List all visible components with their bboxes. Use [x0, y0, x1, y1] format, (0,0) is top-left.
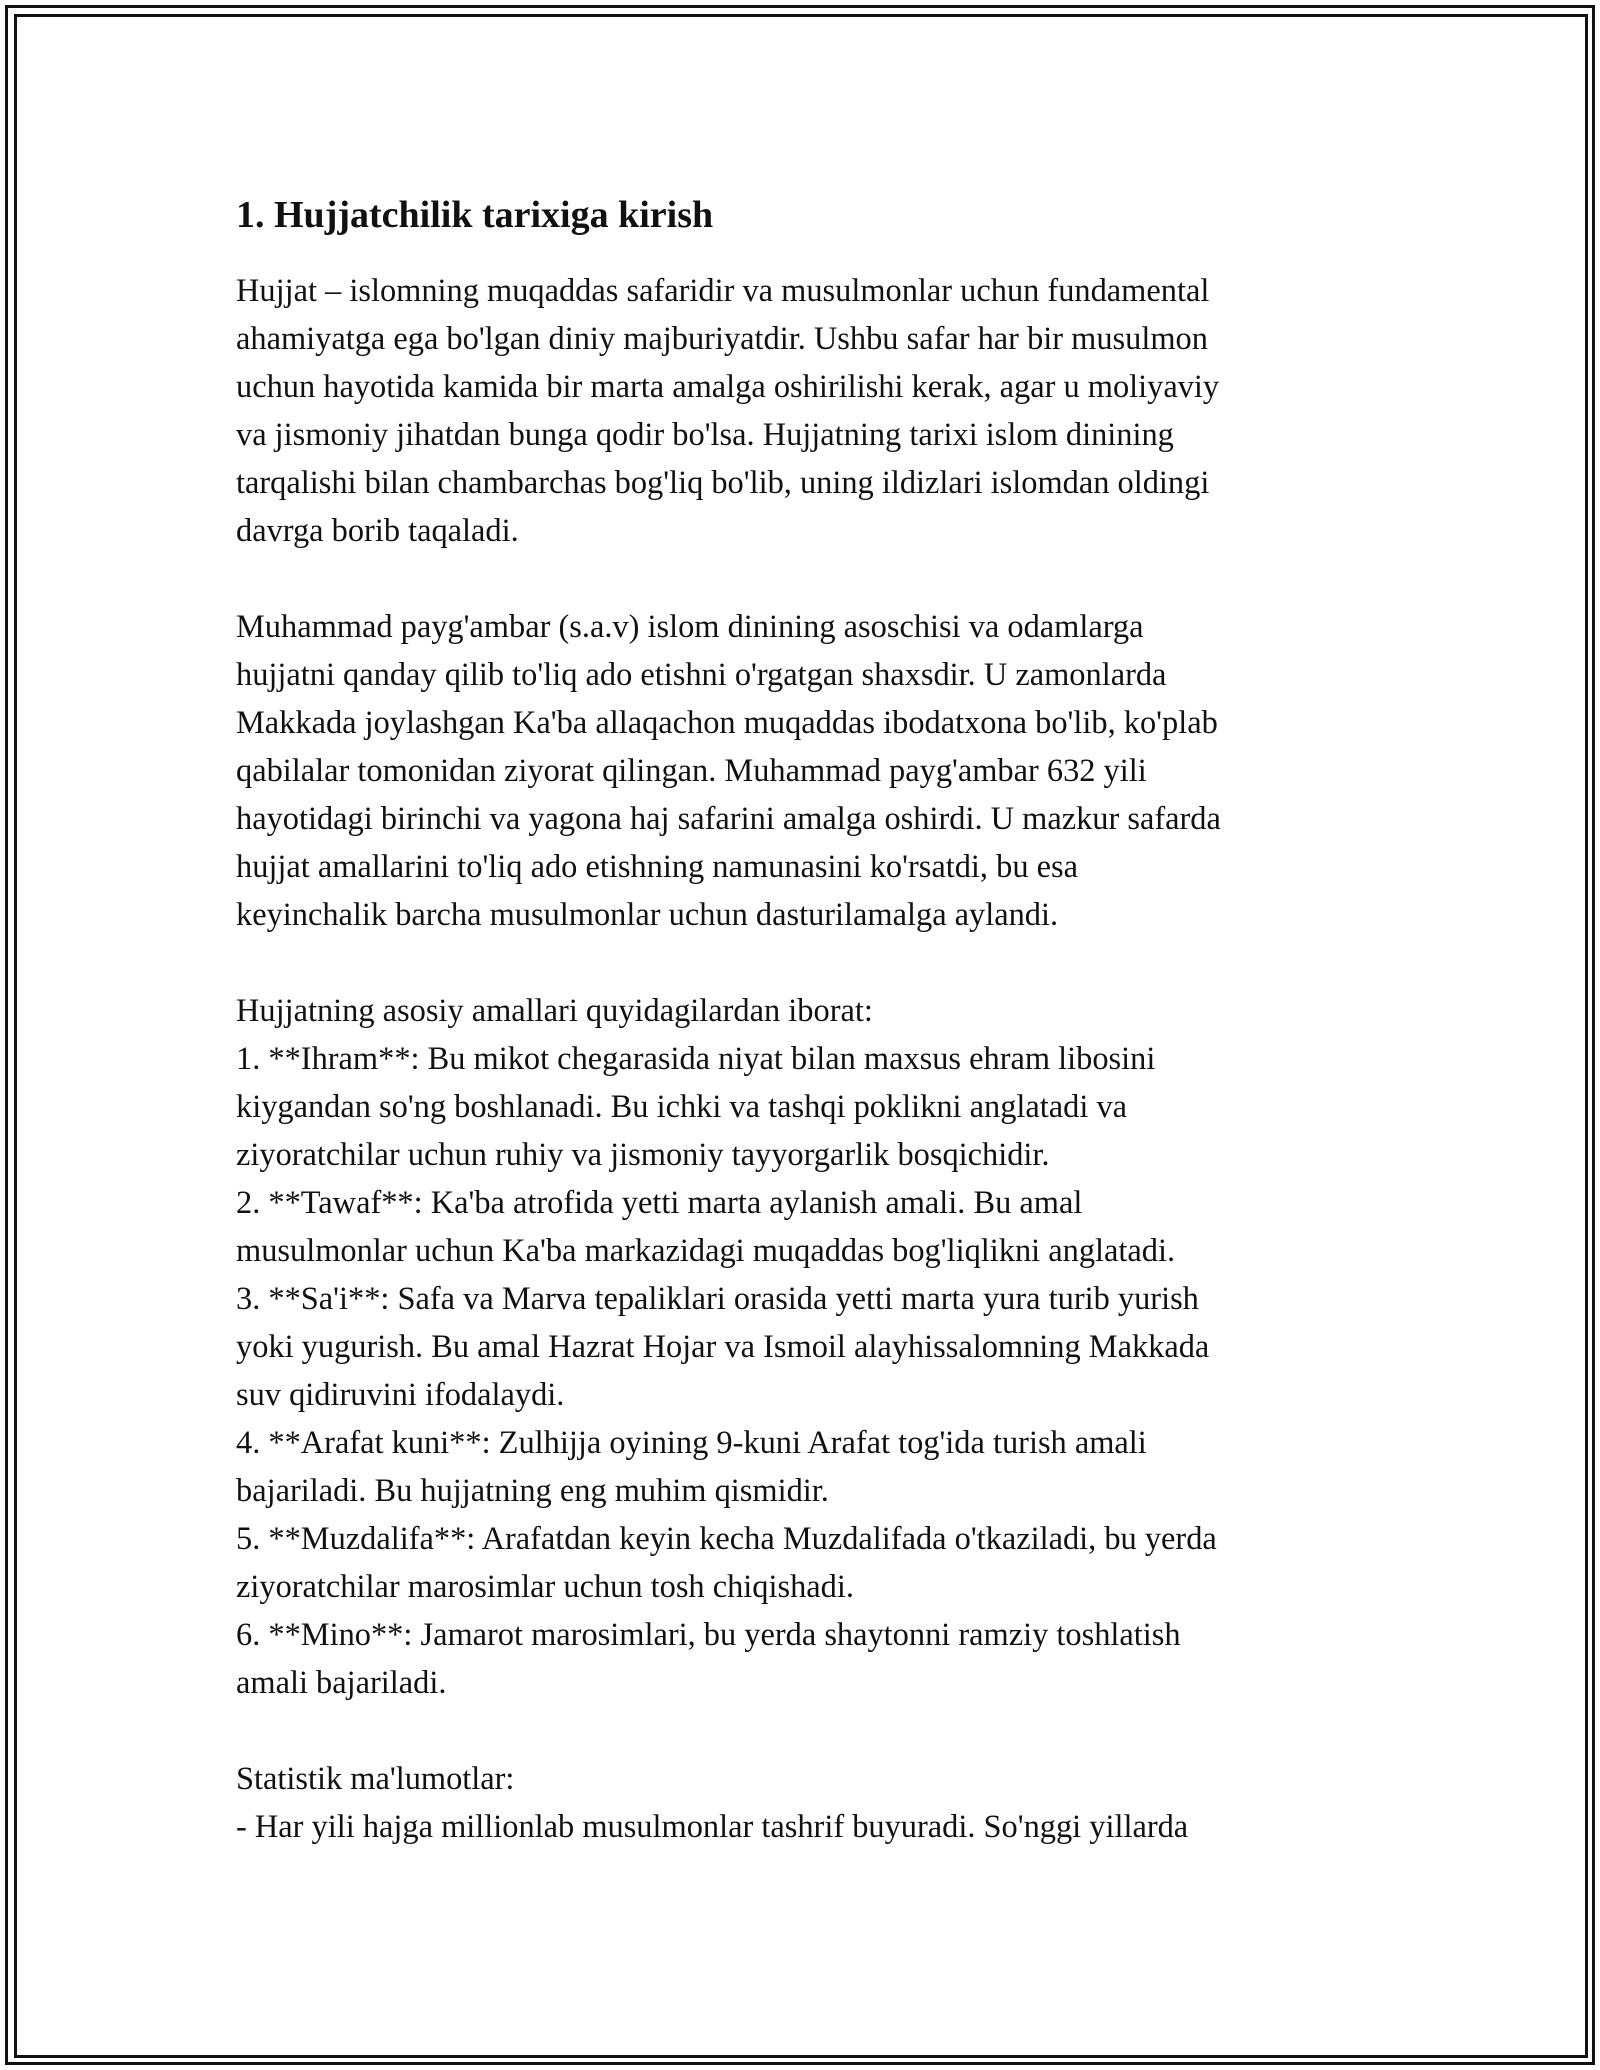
section-heading: 1. Hujjatchilik tarixiga kirish [236, 194, 714, 236]
paragraph-intro: Hujjat – islomning muqaddas safaridir va musulmonlar uchun fundamental ahamiyatga ega bo'lgan diniy majburiyatdir. Ushbu safar har bir musulmon uchun hayotida kamida bir marta amalga oshirilishi kerak, agar u moliyaviy va jismoniy jihatdan bunga qodir bo'lsa. Hujjatning tarixi islom dinining tarqalishi bilan chambarchas bog'liq bo'lib, uning ildizlari islomdan oldingi davrga borib taqaladi. [236, 273, 1220, 549]
paragraph-statistics: Statistik ma'lumotlar: - Har yili hajga millionlab musulmonlar tashrif buyuradi. So'nggi yillarda [236, 1761, 1189, 1845]
document-body [236, 190, 1366, 1851]
paragraph-prophet: Muhammad payg'ambar (s.a.v) islom dinining asoschisi va odamlarga hujjatni qanday qilib to'liq ado etishni o'rgatgan shaxsdir. U zamonlarda Makkada joylashgan Ka'ba allaqachon muqaddas ibodatxona bo'lib, ko'plab qabilalar tomonidan ziyorat qilingan. Muhammad payg'ambar 632 yili hayotidagi birinchi va yagona haj safarini amalga oshirdi. U mazkur safarda hujjat amallarini to'liq ado etishning namunasini ko'rsatdi, bu esa keyinchalik barcha musulmonlar uchun dasturilamalga aylandi. [236, 609, 1221, 933]
paragraph-rituals: Hujjatning asosiy amallari quyidagilardan iborat: 1. **Ihram**: Bu mikot chegarasida niyat bilan maxsus ehram libosini kiygandan so'ng boshlanadi. Bu ichki va tashqi poklikni anglatadi va ziyoratchilar uchun ruhiy va jismoniy tayyorgarlik bosqichidir. 2. **Tawaf**: Ka'ba atrofida yetti marta aylanish amali. Bu amal musulmonlar uchun Ka'ba markazidagi muqaddas bog'liqlikni anglatadi. 3. **Sa'i**: Safa va Marva tepaliklari orasida yetti marta yura turib yurish yoki yugurish. Bu amal Hazrat Hojar va Ismoil alayhissalomning Makkada suv qidiruvini ifodalaydi. 4. **Arafat kuni**: Zulhijja oyining 9-kuni Arafat tog'ida turish amali bajariladi. Bu hujjatning eng muhim qismidir. 5. **Muzdalifa**: Arafatdan keyin kecha Muzdalifada o'tkaziladi, bu yerda ziyoratchilar marosimlar uchun tosh chiqishadi. 6. **Mino**: Jamarot marosimlari, bu yerda shaytonni ramziy toshlatish amali bajariladi. [236, 993, 1217, 1701]
